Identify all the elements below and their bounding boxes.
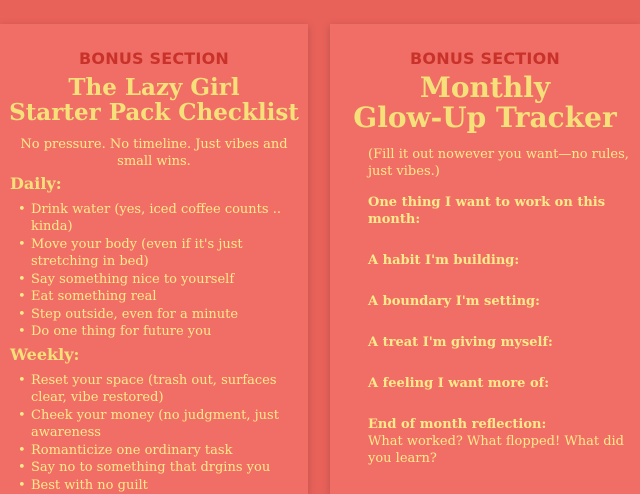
list-item: • Say something nice to yourself xyxy=(31,271,308,289)
weekly-list xyxy=(0,372,308,494)
title-line-1: Monthly xyxy=(419,71,551,104)
title-line-2: Starter Pack Checklist xyxy=(9,98,299,126)
checklist-intro: No pressure. No timeline. Just vibes and small wins. xyxy=(20,136,288,169)
list-item: • Romanticize one ordinary task xyxy=(31,442,308,460)
left-page xyxy=(0,24,308,494)
tracker-title xyxy=(330,73,640,133)
weekly-heading: Weekly: xyxy=(10,344,80,364)
prompt-feeling: A feeling I want more of: xyxy=(368,376,550,392)
reflection-questions: What worked? What flopped! What did you learn? xyxy=(368,434,625,467)
daily-heading: Daily: xyxy=(10,173,62,193)
list-item: • Say no to something that drgins you xyxy=(31,459,308,477)
prompt-reflection: End of month reflection: xyxy=(368,417,547,433)
prompt-habit: A habit I'm building: xyxy=(368,253,520,269)
list-item: • Best with no guilt xyxy=(31,477,308,494)
checklist-title xyxy=(0,76,308,126)
list-item: • Drink water (yes, iced coffee counts .. kinda) xyxy=(31,201,308,236)
list-item: • Step outside, even for a minute xyxy=(31,306,308,324)
title-line-2: Glow-Up Tracker xyxy=(353,101,617,135)
title-line-1: The Lazy Girl xyxy=(68,74,240,101)
list-item: • Do one thing for future you xyxy=(31,323,308,341)
prompt-work-on: One thing I want to work on this month: xyxy=(368,195,606,228)
daily-list xyxy=(0,201,308,341)
bonus-section-label: BONUS SECTION xyxy=(79,49,229,68)
right-page xyxy=(330,24,640,494)
list-item: • Reset your space (trash out, surfaces clear, vibe restored) xyxy=(31,372,308,407)
list-item: • Move your body (even if it's just stretching in bed) xyxy=(31,236,308,271)
list-item: • Cheek your money (no judgment, just awareness xyxy=(31,407,308,442)
list-item: • Eat something real xyxy=(31,288,308,306)
bonus-section-label: BONUS SECTION xyxy=(410,49,560,68)
prompt-boundary: A boundary I'm setting: xyxy=(368,294,540,310)
tracker-intro: (Fill it out nowever you want—no rules, just vibes.) xyxy=(368,147,629,180)
prompt-treat: A treat I'm giving myself: xyxy=(368,335,553,351)
